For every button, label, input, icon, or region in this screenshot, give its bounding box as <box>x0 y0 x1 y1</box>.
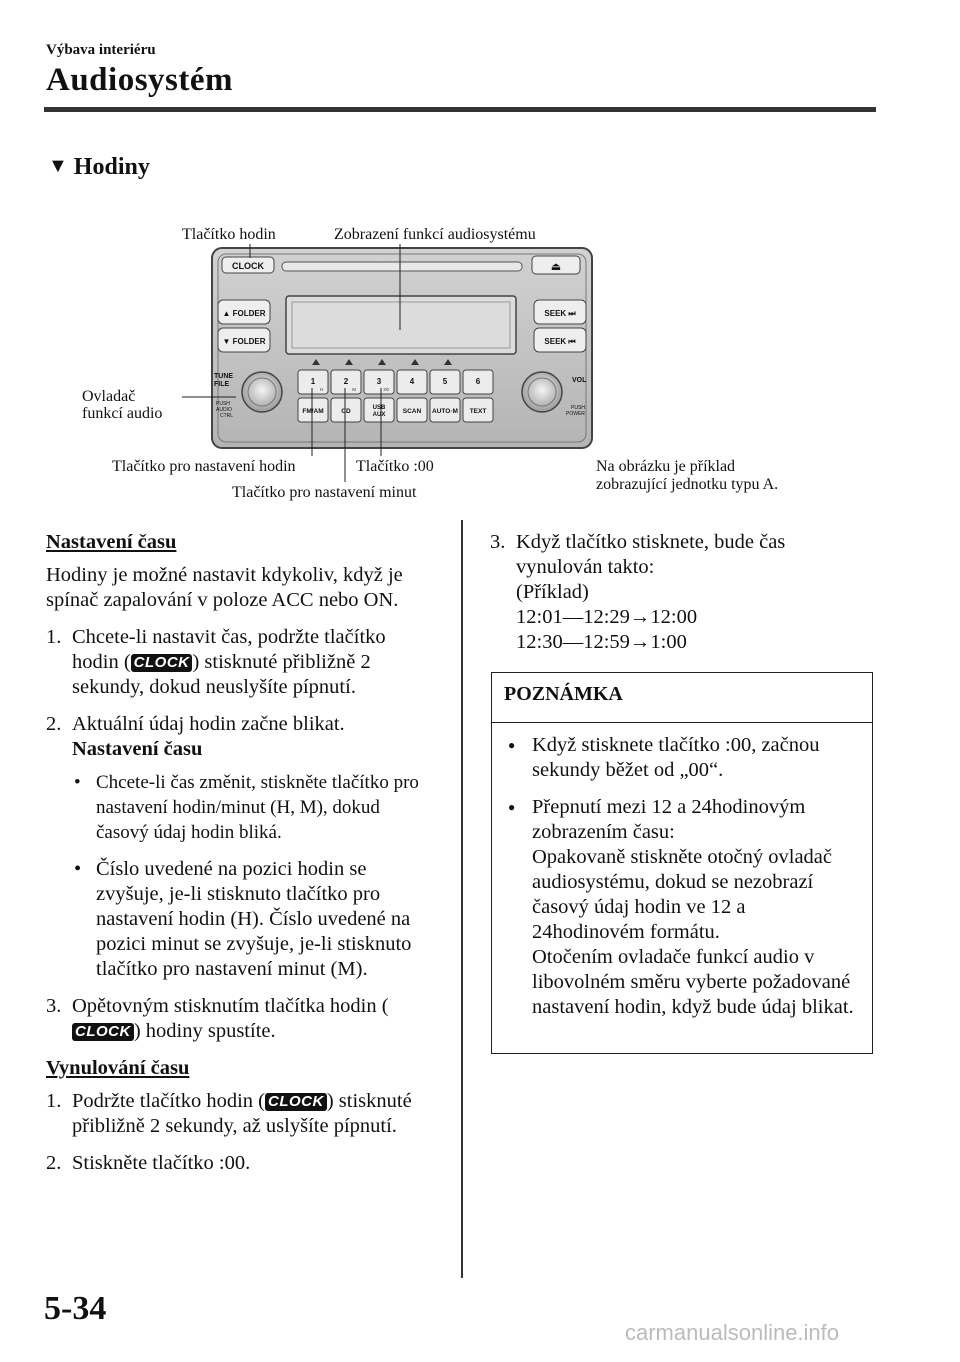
preset-sub-label: :00 <box>382 387 389 392</box>
preset-label-5: 5 <box>442 377 448 386</box>
label-knob-2: funkcí audio <box>82 405 163 422</box>
step-2-subheading: Nastavení času <box>72 738 203 760</box>
reset-step-1: 1. Podržte tlačítko hodin ( CLOCK ) stisknuté přibližně 2 sekundy, až uslyšíte pípnutí. <box>46 1090 412 1137</box>
function-button-label: FM/AM <box>302 408 324 415</box>
note-item-1: ● Když stisknete tlačítko :00, začnou sekundy běžet od „00“. <box>508 734 820 781</box>
subheading-time-setting: Nastavení času <box>46 531 177 553</box>
seek-down-text: SEEK ⏮ <box>544 337 576 346</box>
preset-sub-label: H <box>319 387 323 392</box>
preset-label-1: 1 <box>310 377 316 386</box>
heading-text: Hodiny <box>73 154 150 180</box>
svg-text:AUDIO: AUDIO <box>216 407 232 413</box>
preset-sub-label: M <box>352 387 356 392</box>
step-2: 2. Aktuální údaj hodin začne blikat. Nastavení času • Chcete-li čas změnit, stiskněte tlačítko pro nastavení hodin/minut (H, M), dokud časový údaj hodin bliká. • Číslo uvedené na pozici hodin se zvyšuje, je-li stisknuto tlačítko pro nastavení hodin (H). Číslo uvedené na pozici minut se zvyšuje, je-li stisknuto tlačítko pro nastavení minut (M). <box>46 712 436 982</box>
function-button-label: USB <box>372 405 386 411</box>
right-column <box>490 530 870 667</box>
label-example-1: Na obrázku je příklad <box>596 458 736 475</box>
preset-label-3: 3 <box>376 377 382 386</box>
svg-text:PUSH: PUSH <box>571 405 585 411</box>
label-hour-button: Tlačítko pro nastavení hodin <box>112 458 296 475</box>
label-clock-button: Tlačítko hodin <box>182 226 276 243</box>
triangle-icon: ▼ <box>48 155 68 177</box>
intro-text: Hodiny je možné nastavit kdykoliv, když je spínač zapalování v poloze ACC nebo ON. <box>46 564 403 611</box>
section-label: Výbava interiéru <box>46 42 156 58</box>
folder-down-text: ▼ FOLDER <box>222 337 266 346</box>
seek-up-text: SEEK ⏭ <box>544 309 576 318</box>
cd-slot <box>282 262 522 271</box>
preset-label-4: 4 <box>409 377 415 386</box>
note-box <box>491 672 873 1054</box>
page-title: Audiosystém <box>46 62 234 98</box>
label-zero-button: Tlačítko :00 <box>356 458 434 475</box>
svg-text:PUSH: PUSH <box>216 401 230 407</box>
left-column <box>46 530 436 1188</box>
label-knob-1: Ovladač <box>82 388 136 405</box>
clock-button-text: CLOCK <box>232 261 264 271</box>
reset-step-2: 2. Stiskněte tlačítko :00. <box>46 1152 251 1174</box>
folder-up-text: ▲ FOLDER <box>222 309 266 318</box>
watermark: carmanualsonline.info <box>625 1320 840 1345</box>
svg-text:FILE: FILE <box>214 381 230 388</box>
function-button-label: TEXT <box>469 408 487 415</box>
column-divider <box>461 520 463 1278</box>
clock-icon: CLOCK <box>131 654 193 672</box>
note-title: POZNÁMKA <box>492 673 872 723</box>
label-minute-button: Tlačítko pro nastavení minut <box>232 484 417 501</box>
label-example-2: zobrazující jednotku typu A. <box>596 476 779 493</box>
eject-icon: ⏏ <box>550 260 562 273</box>
bullet-1: • Chcete-li čas změnit, stiskněte tlačítko pro nastavení hodin/minut (H, M), dokud časový údaj hodin bliká. <box>74 772 419 843</box>
audio-unit-diagram <box>0 0 960 520</box>
page-number: 5-34 <box>44 1290 107 1327</box>
label-display: Zobrazení funkcí audiosystému <box>334 226 536 243</box>
function-button-label: AUTO·M <box>432 408 458 415</box>
note-item-2: ● Přepnutí mezi 12 a 24hodinovým zobrazením času: Opakovaně stiskněte otočný ovladač audiosystému, dokud se nezobrazí časový údaj hodin ve 12 a 24hodinovém formátu. Otočením ovladače funkcí audio v libovolném směru vyberte požadované nastavení hodin, když bude údaj blikat. <box>508 796 854 1018</box>
reset-step-3: 3. Když tlačítko stisknete, bude čas vynulován takto: (Příklad) 12:01—12:29→12:00 12:30—12:59→1:00 <box>490 531 786 653</box>
step-1: 1. Chcete-li nastavit čas, podržte tlačítko hodin ( CLOCK ) stisknuté přibližně 2 sekundy, dokud neuslyšíte pípnutí. <box>46 626 386 698</box>
function-button-label: CD <box>341 408 351 415</box>
step-3: 3. Opětovným stisknutím tlačítka hodin (CLOCK ) hodiny spustíte. <box>46 995 389 1042</box>
svg-text:POWER: POWER <box>566 411 585 417</box>
bullet-2: • Číslo uvedené na pozici hodin se zvyšuje, je-li stisknuto tlačítko pro nastavení hodin (H). Číslo uvedené na pozici minut se zvyšuje, je-li stisknuto tlačítko pro nastavení minut (M). <box>74 858 412 980</box>
svg-text:VOL: VOL <box>572 377 587 384</box>
subheading-reset: Vynulování času <box>46 1057 190 1079</box>
svg-text:TUNE: TUNE <box>214 373 234 380</box>
function-button-label: SCAN <box>402 408 422 415</box>
preset-label-6: 6 <box>475 377 481 386</box>
display-window <box>286 296 516 354</box>
preset-label-2: 2 <box>343 377 349 386</box>
clock-icon: CLOCK <box>265 1093 327 1111</box>
clock-icon: CLOCK <box>72 1023 134 1041</box>
svg-text:CTRL: CTRL <box>220 413 234 419</box>
function-button-label: AUX <box>372 412 386 418</box>
